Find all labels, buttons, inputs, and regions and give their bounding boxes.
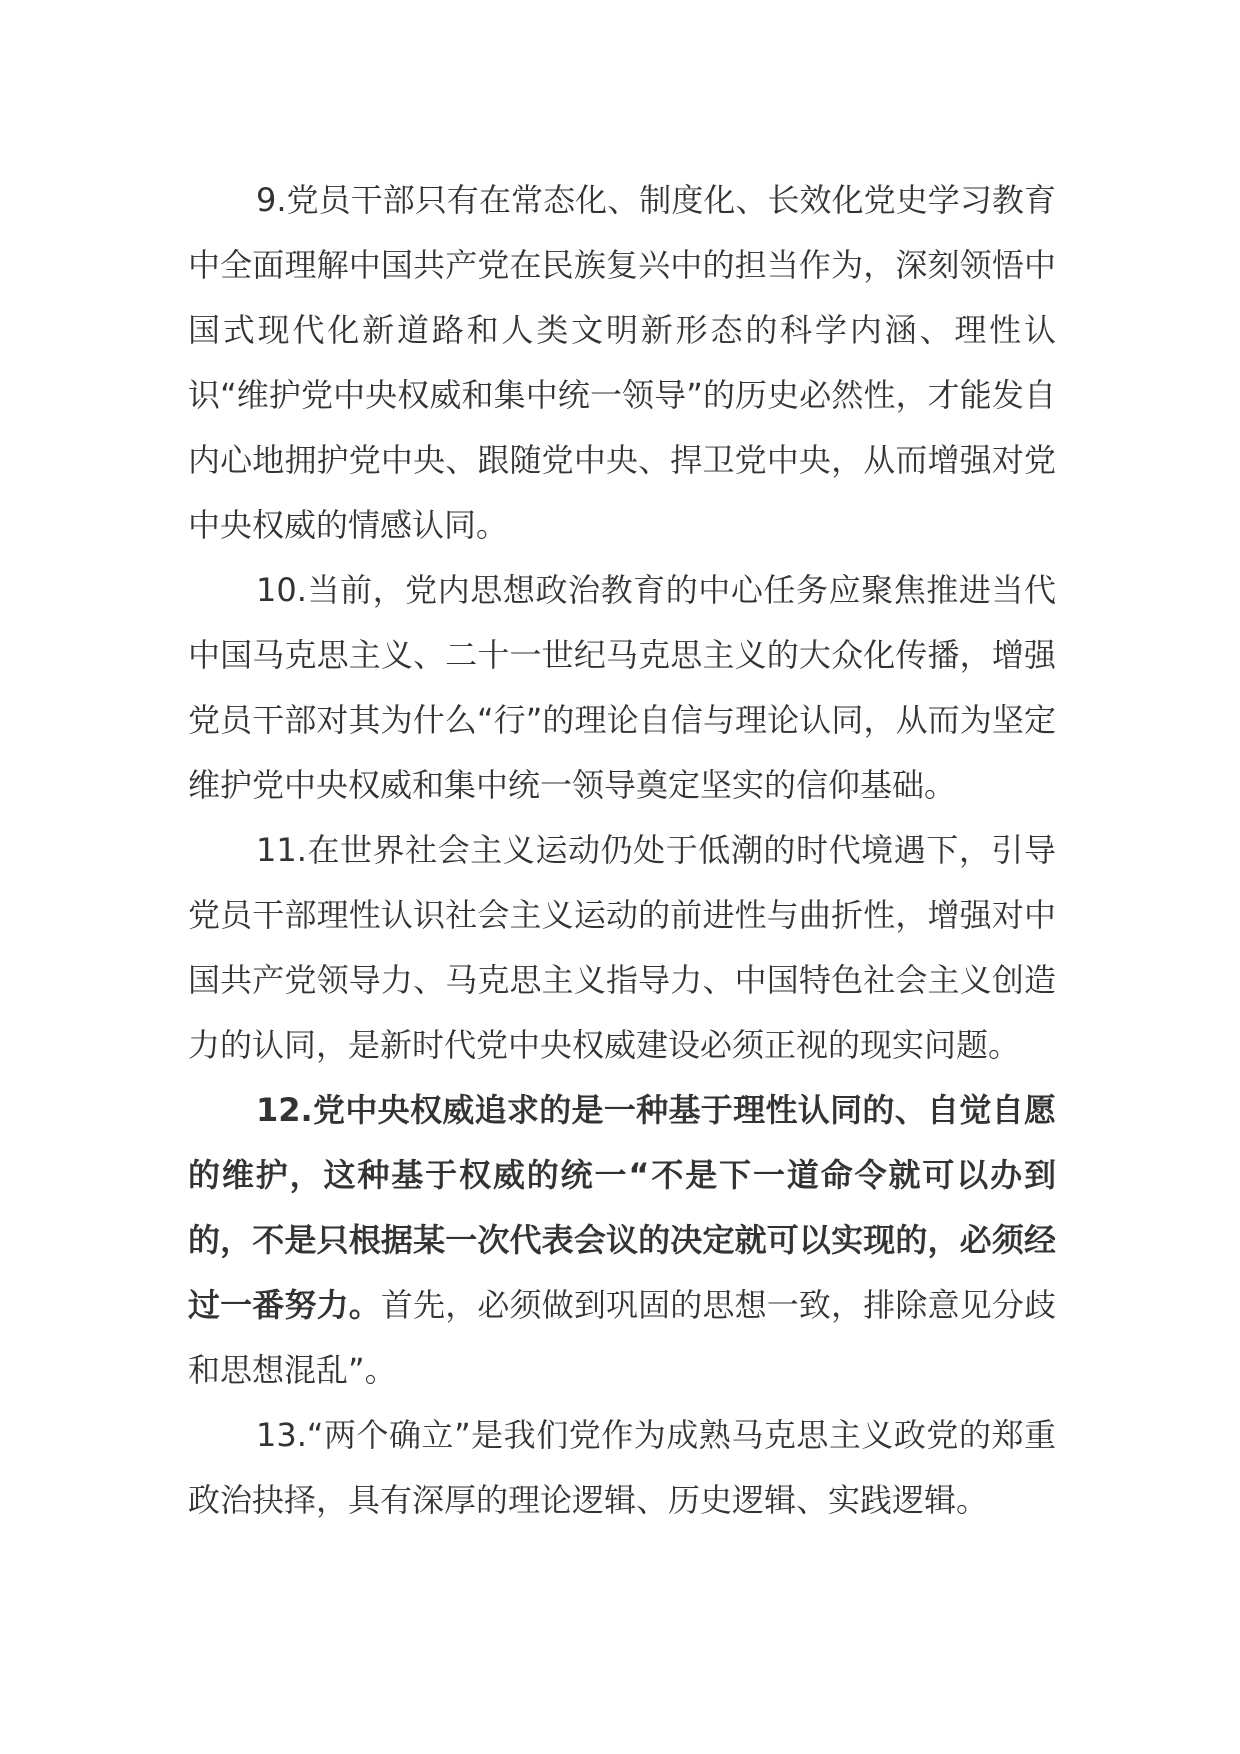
paragraph-10: 10.当前，党内思想政治教育的中心任务应聚焦推进当代中国马克思主义、二十一世纪马克思主义的大众化传播，增强党员干部对其为什么“行”的理论自信与理论认同，从而为坚定维护党中央权威和集中统一领导奠定坚实的信仰基础。 [188, 571, 1056, 804]
paragraph-9: 9.党员干部只有在常态化、制度化、长效化党史学习教育中全面理解中国共产党在民族复兴中的担当作为，深刻领悟中国式现代化新道路和人类文明新形态的科学内涵、理性认识“维护党中央权威和集中统一领导”的历史必然性，才能发自内心地拥护党中央、跟随党中央、捍卫党中央，从而增强对党中央权威的情感认同。 [188, 181, 1056, 544]
paragraph-11: 11.在世界社会主义运动仍处于低潮的时代境遇下，引导党员干部理性认识社会主义运动的前进性与曲折性，增强对中国共产党领导力、马克思主义指导力、中国特色社会主义创造力的认同，是新时代党中央权威建设必须正视的现实问题。 [188, 831, 1056, 1064]
paragraph-12 [188, 1078, 1056, 1403]
paragraph-13: 13.“两个确立”是我们党作为成熟马克思主义政党的郑重政治抉择，具有深厚的理论逻辑、历史逻辑、实践逻辑。 [188, 1416, 1056, 1519]
document-body [188, 168, 1056, 1533]
paragraph-12-regular-text: 首先，必须做到巩固的思想一致，排除意见分歧和思想混乱”。 [188, 1286, 1056, 1389]
paragraph-12-bold-text: 12.党中央权威追求的是一种基于理性认同的、自觉自愿的维护，这种基于权威的统一“不是下一道命令就可以办到的，不是只根据某一次代表会议的决定就可以实现的，必须经过一番努力。 [188, 1091, 1056, 1324]
